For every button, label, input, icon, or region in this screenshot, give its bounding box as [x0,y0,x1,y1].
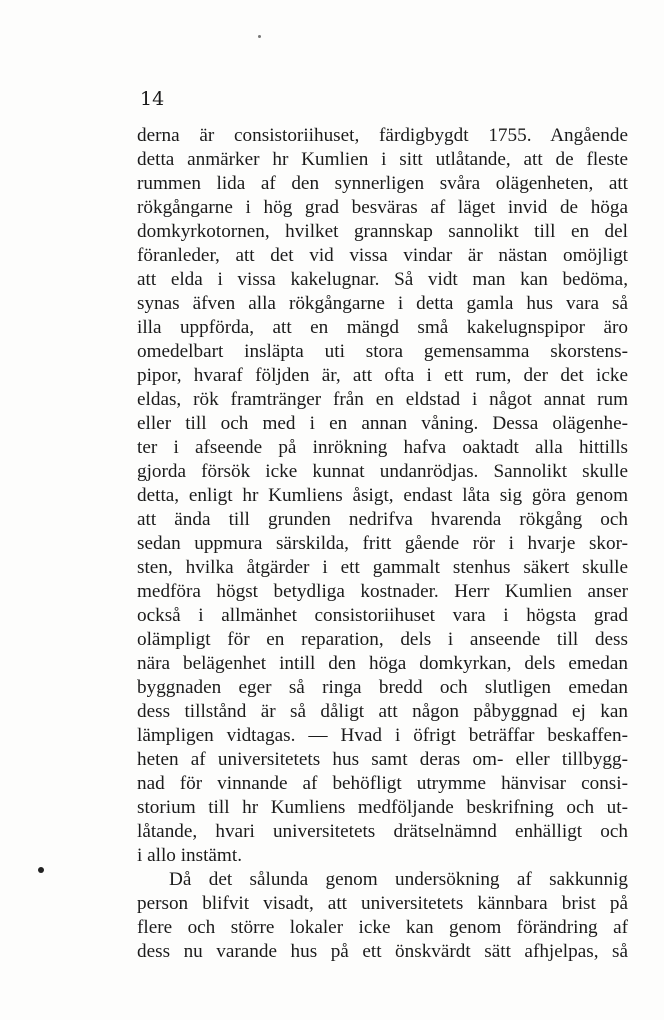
text-line: nad för vinnande af behöfligt utrymme hänvisar consi- [137,773,628,794]
print-speck [258,35,261,38]
print-speck [38,867,44,873]
text-line: olämpligt för en reparation, dels i anseende till dess [137,629,628,650]
text-line: också i allmänhet consistoriihuset vara i högsta grad [137,605,628,626]
text-line: detta, enligt hr Kumliens åsigt, endast låta sig göra genom [137,485,628,506]
text-line: ter i afseende på inrökning hafva oaktadt alla hittills [137,437,628,458]
text-line: rummen lida af den synnerligen svåra olägenheten, att [137,173,628,194]
text-line: att ända till grunden nedrifva hvarenda rökgång och [137,509,628,530]
text-line: medföra högst betydliga kostnader. Herr Kumlien anser [137,581,628,602]
text-line: omedelbart insläpta uti stora gemensamma skorstens- [137,341,628,362]
paragraph-first-line: Då det sålunda genom undersökning af sakkunnig [169,869,628,890]
text-line: storium till hr Kumliens medföljande beskrifning och ut- [137,797,628,818]
text-line: heten af universitetets hus samt deras om- eller tillbygg- [137,749,628,770]
text-line: att elda i vissa kakelugnar. Så vidt man kan bedöma, [137,269,628,290]
body-text [137,124,628,964]
text-line: byggnaden eger så ringa bredd och slutligen emedan [137,677,628,698]
text-line: föranleder, att det vid vissa vindar är nästan omöjligt [137,245,628,266]
paragraph-last-line: i allo instämt. [137,845,242,866]
text-line: pipor, hvaraf följden är, att ofta i ett rum, der det icke [137,365,628,386]
text-line: flere och större lokaler icke kan genom förändring af [137,917,628,938]
text-line: nära belägenhet intill den höga domkyrkan, dels emedan [137,653,628,674]
text-line: derna är consistoriihuset, färdigbygdt 1755. Angående [137,125,628,146]
text-line: rökgångarne i hög grad besväras af läget invid de höga [137,197,628,218]
text-line: gjorda försök icke kunnat undanrödjas. Sannolikt skulle [137,461,628,482]
text-line: eller till och med i en annan våning. Dessa olägenhe- [137,413,628,434]
text-line: eldas, rök framtränger från en eldstad i något annat rum [137,389,628,410]
text-line: synas äfven alla rökgångarne i detta gamla hus vara så [137,293,628,314]
text-line: illa uppförda, att en mängd små kakelugnspipor äro [137,317,628,338]
text-line: dess tillstånd är så dåligt att någon påbyggnad ej kan [137,701,628,722]
page-number: 14 [140,88,165,110]
text-line: låtande, hvari universitetets drätselnämnd enhälligt och [137,821,628,842]
text-line: sedan uppmura särskilda, fritt gående rör i hvarje skor- [137,533,628,554]
text-line: dess nu varande hus på ett önskvärdt sätt afhjelpas, så [137,941,628,962]
text-line: detta anmärker hr Kumlien i sitt utlåtande, att de fleste [137,149,628,170]
text-line: domkyrkotornen, hvilket grannskap sannolikt till en del [137,221,628,242]
text-line: sten, hvilka åtgärder i ett gammalt stenhus säkert skulle [137,557,628,578]
text-line: person blifvit visadt, att universitetets kännbara brist på [137,893,628,914]
text-line: lämpligen vidtagas. — Hvad i öfrigt beträffar beskaffen- [137,725,628,746]
